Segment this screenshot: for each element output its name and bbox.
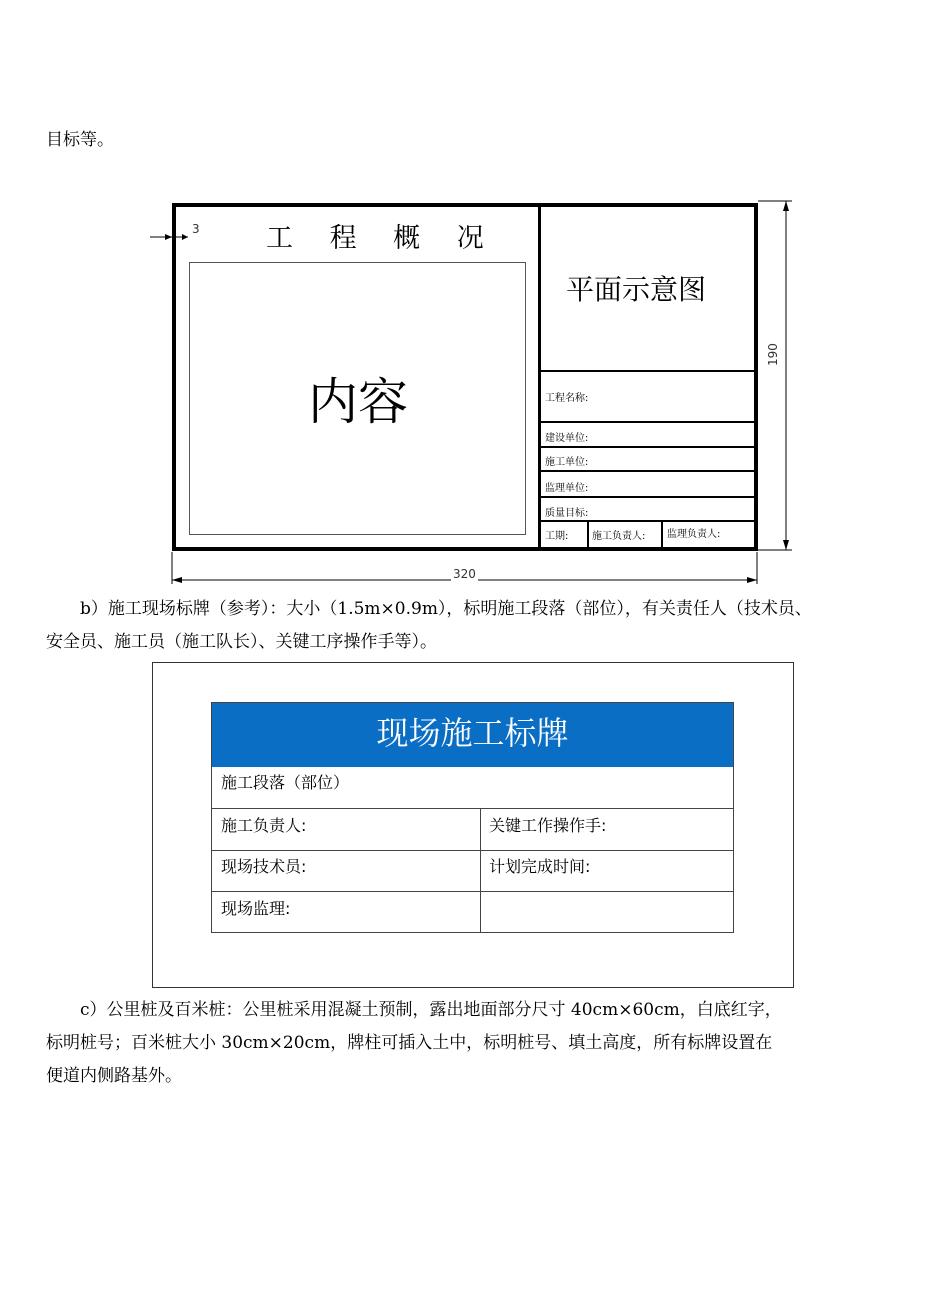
paragraph-c-line2: 标明桩号；百米桩大小 30cm×20cm，牌柱可插入土中，标明桩号、填土高度，所有标牌设置在 — [46, 1033, 773, 1053]
paragraph-c-line1: c）公里桩及百米桩：公里桩采用混凝土预制，露出地面部分尺寸 40cm×60cm，白底红字， — [80, 1000, 782, 1020]
field-supervisor-unit: 监理单位: — [545, 483, 589, 494]
field-duration: 工期: — [545, 531, 569, 542]
dimension-height: 190 — [766, 343, 780, 366]
field-project-name: 工程名称: — [545, 393, 589, 404]
field-quality-target: 质量目标: — [545, 508, 589, 519]
dimension-width: 320 — [453, 567, 476, 581]
paragraph-b-line2: 安全员、施工员（施工队长）、关键工序操作手等）。 — [46, 632, 437, 652]
table-row-divider — [212, 891, 733, 892]
site-sign-header: 现场施工标牌 — [212, 703, 733, 767]
cell-plan-time: 计划完成时间: — [489, 857, 591, 876]
field-builder: 建设单位: — [545, 433, 589, 444]
paragraph-c — [46, 994, 936, 1093]
table-row-divider — [212, 850, 733, 851]
cell-key-operator: 关键工作操作手: — [489, 816, 607, 835]
dimension-margin: 3 — [192, 222, 200, 236]
drawing-title: 工 程 概 况 — [266, 223, 498, 254]
plan-label: 平面示意图 — [566, 273, 707, 306]
paragraph-b — [46, 593, 936, 659]
content-label: 内容 — [308, 373, 408, 431]
cell-section: 施工段落（部位） — [221, 773, 350, 792]
field-constructor: 施工单位: — [545, 457, 589, 468]
table-column-divider — [480, 808, 481, 932]
table-row-divider — [212, 808, 733, 809]
paragraph-c-line3: 便道内侧路基外。 — [46, 1066, 182, 1086]
cell-supervision: 现场监理: — [221, 899, 291, 918]
paragraph-b-line1: b）施工现场标牌（参考）：大小（1.5m×0.9m），标明施工段落（部位），有关责任人（技术员、 — [80, 599, 812, 619]
paragraph-top: 目标等。 — [46, 130, 114, 150]
field-supervision-lead: 监理负责人: — [667, 529, 721, 540]
site-sign-table — [211, 702, 734, 933]
cell-tech: 现场技术员: — [221, 857, 307, 876]
field-construction-lead: 施工负责人: — [592, 531, 646, 542]
cell-lead: 施工负责人: — [221, 816, 307, 835]
